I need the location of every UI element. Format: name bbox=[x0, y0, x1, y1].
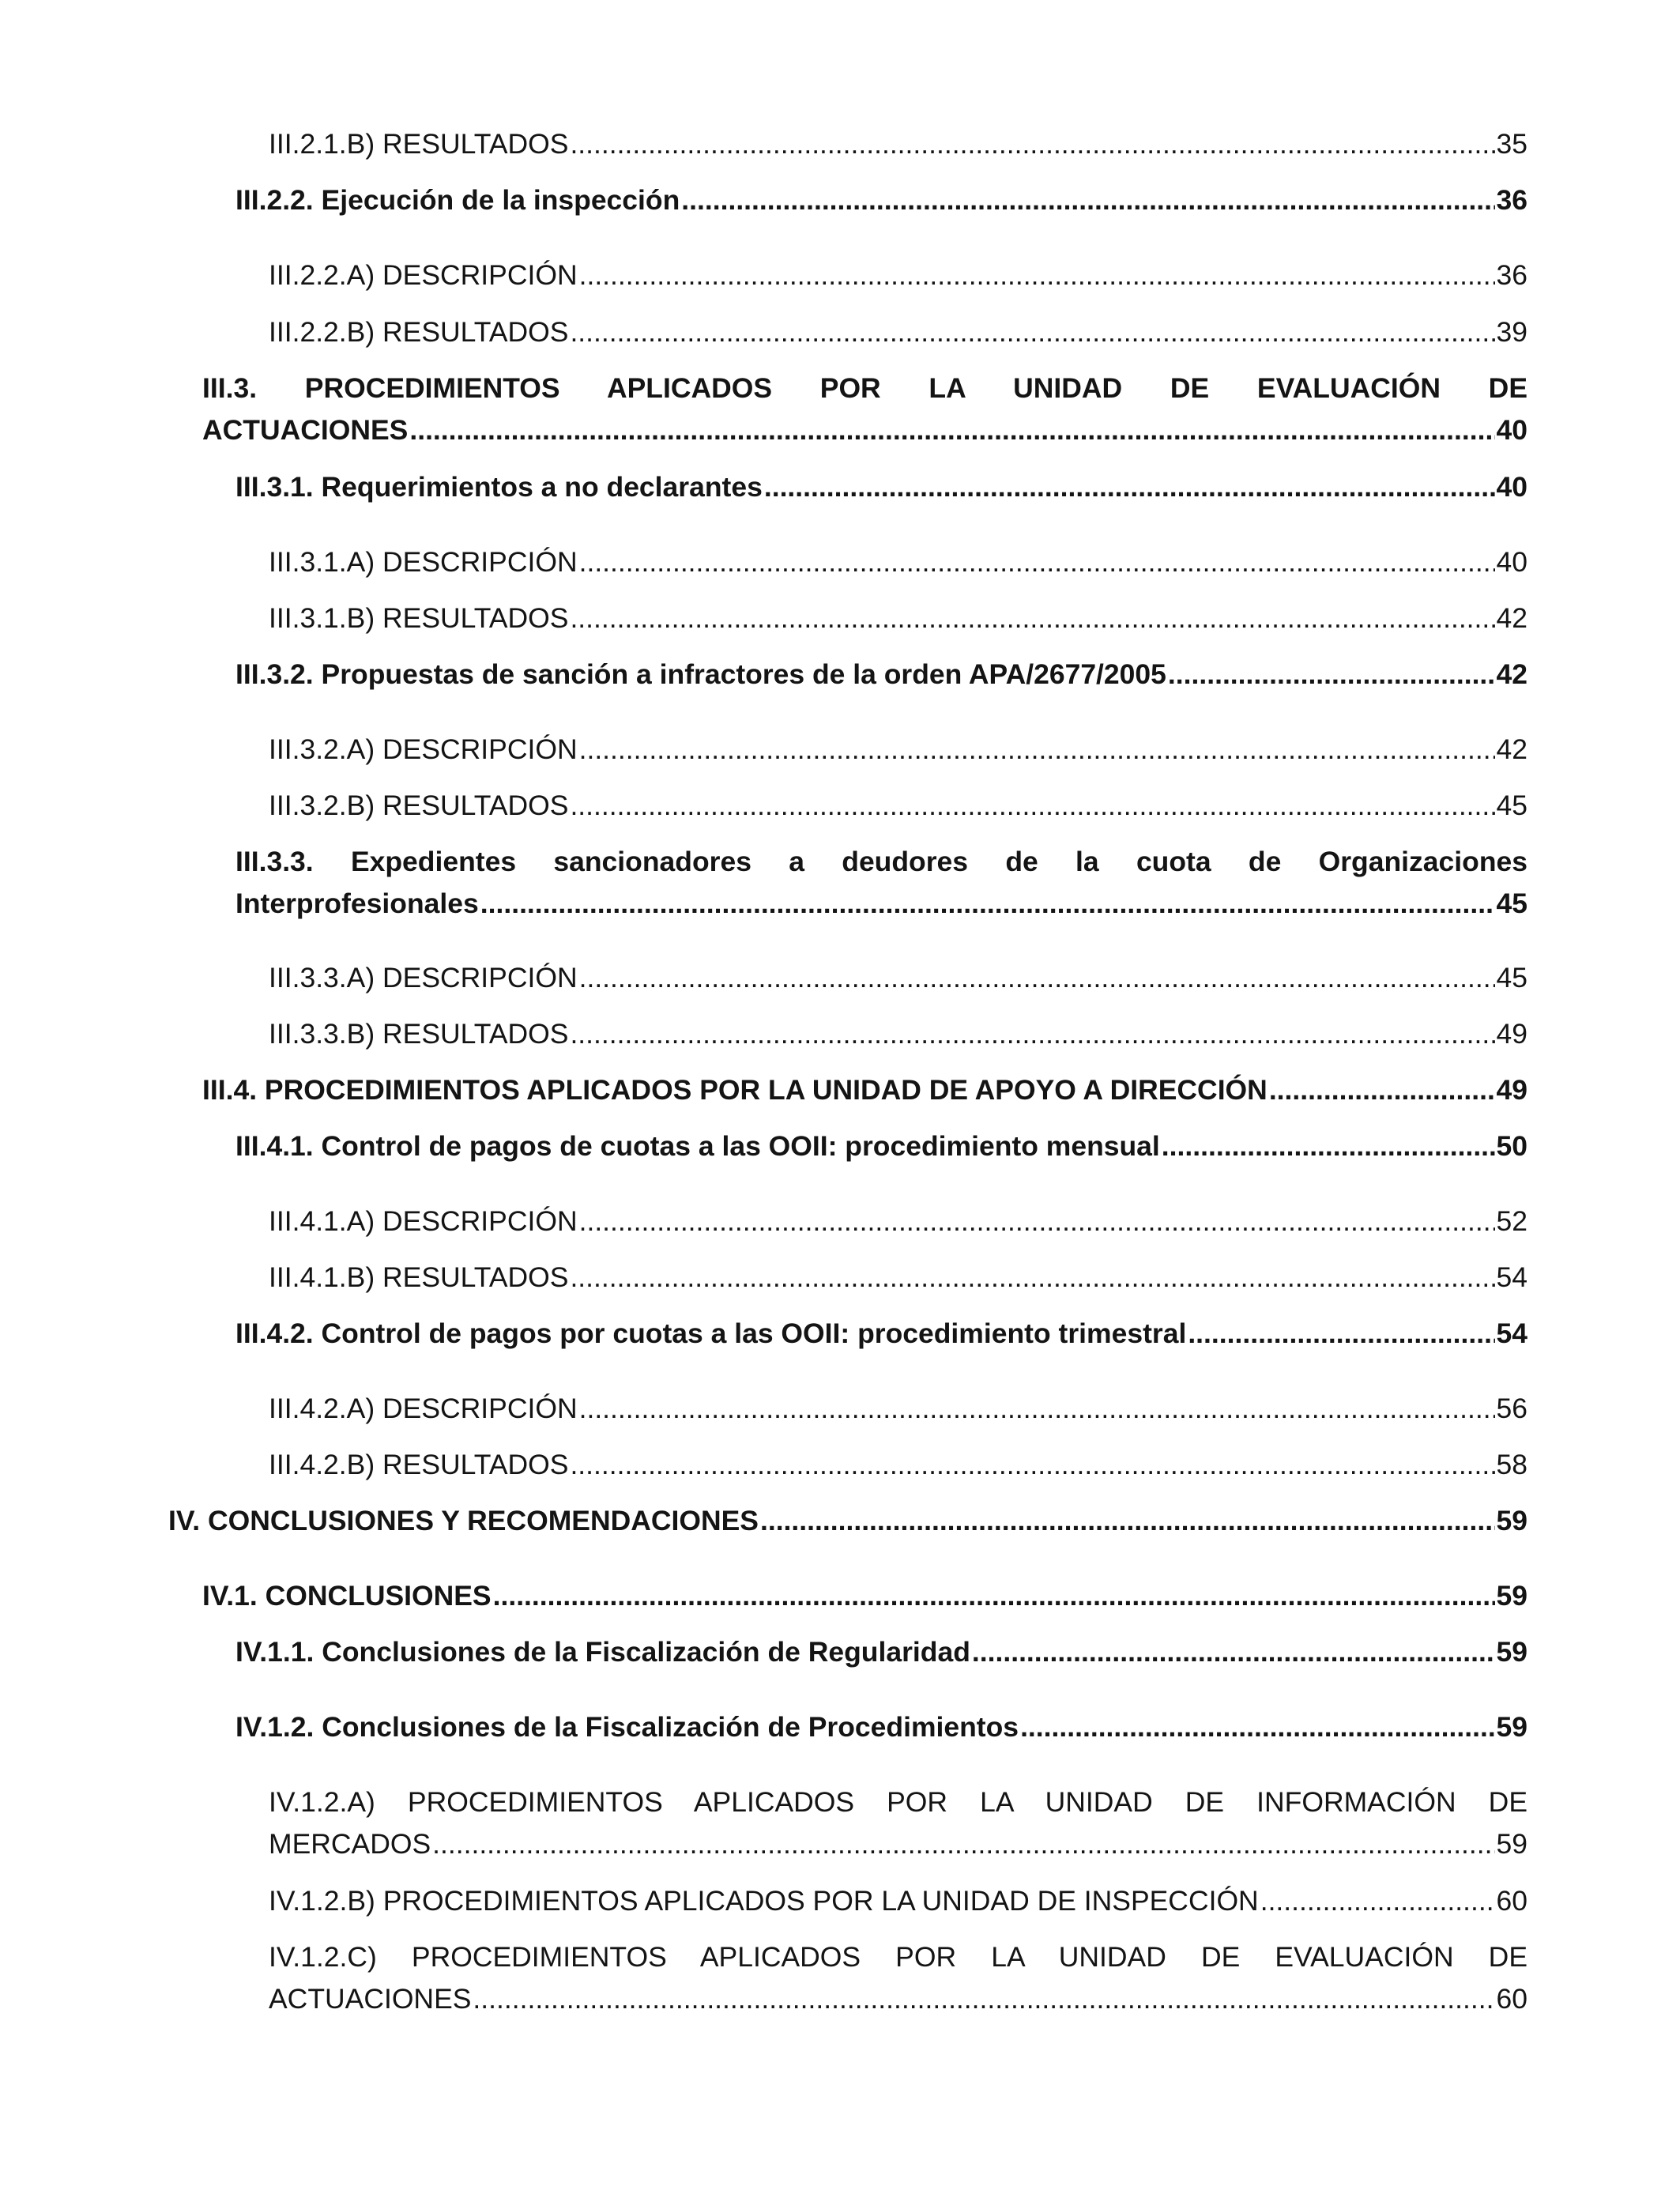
toc-title: III.3.1.A) DESCRIPCIÓN bbox=[269, 546, 578, 578]
toc-page-number: 59 bbox=[1496, 1636, 1527, 1668]
toc-entry[interactable] bbox=[235, 466, 1527, 508]
toc-title: III.2.2. Ejecución de la inspección bbox=[235, 184, 680, 216]
toc-entry[interactable] bbox=[269, 598, 1527, 639]
leader-dots bbox=[579, 1388, 1495, 1430]
leader-dots bbox=[570, 785, 1494, 827]
toc-entry[interactable] bbox=[168, 1500, 1527, 1542]
toc-title: III.3.1. Requerimientos a no declarantes bbox=[235, 471, 763, 503]
toc-page-number: 54 bbox=[1496, 1318, 1527, 1349]
toc-title: III.3.2. Propuestas de sanción a infractores de la orden APA/2677/2005 bbox=[235, 658, 1166, 690]
toc-entry[interactable] bbox=[269, 785, 1527, 827]
toc-title: III.3.1.B) RESULTADOS bbox=[269, 602, 569, 634]
toc-page-number: 59 bbox=[1496, 1505, 1527, 1536]
toc-title-line1: III.3.3. Expedientes sancionadores a deudores de la cuota de Organizaciones bbox=[235, 846, 1527, 877]
toc-title: III.4.2.A) DESCRIPCIÓN bbox=[269, 1393, 578, 1424]
toc-title: III.4.1.B) RESULTADOS bbox=[269, 1261, 569, 1293]
toc-entry[interactable] bbox=[269, 1388, 1527, 1430]
toc-page-number: 56 bbox=[1496, 1393, 1527, 1424]
toc-entry[interactable] bbox=[269, 957, 1527, 999]
toc-title: III.4.1.A) DESCRIPCIÓN bbox=[269, 1205, 578, 1237]
toc-entry[interactable] bbox=[269, 1880, 1527, 1922]
toc-title-line1: IV.1.2.A) PROCEDIMIENTOS APLICADOS POR LA UNIDAD DE INFORMACIÓN DE bbox=[269, 1786, 1527, 1818]
leader-dots bbox=[972, 1631, 1495, 1673]
toc-page-number: 42 bbox=[1496, 602, 1527, 634]
toc-title: IV. CONCLUSIONES Y RECOMENDACIONES bbox=[168, 1505, 759, 1536]
toc-page-number: 40 bbox=[1496, 546, 1527, 578]
toc-entry[interactable] bbox=[269, 123, 1527, 165]
toc-page-number: 58 bbox=[1496, 1449, 1527, 1480]
toc-page-number: 45 bbox=[1496, 790, 1527, 821]
leader-dots bbox=[570, 598, 1494, 639]
leader-dots bbox=[1162, 1125, 1495, 1167]
leader-dots bbox=[1168, 654, 1495, 696]
toc-title: III.4.2. Control de pagos por cuotas a las OOII: procedimiento trimestral bbox=[235, 1318, 1187, 1349]
leader-dots bbox=[1260, 1880, 1495, 1922]
toc-page-number: 45 bbox=[1496, 962, 1527, 993]
toc-title-line2: ACTUACIONES bbox=[269, 1983, 472, 2015]
toc-entry[interactable] bbox=[235, 1125, 1527, 1167]
leader-dots bbox=[681, 179, 1494, 221]
toc-page-number: 54 bbox=[1496, 1261, 1527, 1293]
leader-dots bbox=[570, 1013, 1494, 1055]
toc-title: IV.1.2. Conclusiones de la Fiscalización de Procedimientos bbox=[235, 1711, 1019, 1743]
toc-page-number: 42 bbox=[1496, 733, 1527, 765]
toc-title-line2: Interprofesionales bbox=[235, 888, 479, 919]
leader-dots bbox=[760, 1500, 1495, 1542]
toc-entry[interactable] bbox=[269, 1201, 1527, 1242]
toc-entry[interactable] bbox=[202, 368, 1527, 451]
toc-entry[interactable] bbox=[235, 1631, 1527, 1673]
toc-page-number: 49 bbox=[1496, 1074, 1527, 1106]
leader-dots bbox=[579, 254, 1495, 296]
toc-title: III.4. PROCEDIMIENTOS APLICADOS POR LA UNIDAD DE APOYO A DIRECCIÓN bbox=[202, 1074, 1268, 1106]
leader-dots bbox=[579, 541, 1495, 583]
toc-entry[interactable] bbox=[269, 1781, 1527, 1865]
leader-dots bbox=[579, 957, 1495, 999]
toc-page-number: 59 bbox=[1496, 1828, 1527, 1860]
toc-entry[interactable] bbox=[235, 179, 1527, 221]
toc-title: IV.1.2.B) PROCEDIMIENTOS APLICADOS POR LA UNIDAD DE INSPECCIÓN bbox=[269, 1885, 1259, 1917]
toc-title: III.3.2.A) DESCRIPCIÓN bbox=[269, 733, 578, 765]
toc-title: III.3.3.A) DESCRIPCIÓN bbox=[269, 962, 578, 993]
leader-dots bbox=[432, 1823, 1494, 1865]
leader-dots bbox=[579, 1201, 1495, 1242]
toc-entry[interactable] bbox=[269, 311, 1527, 353]
toc-title: III.2.1.B) RESULTADOS bbox=[269, 128, 569, 160]
toc-page-number: 60 bbox=[1496, 1983, 1527, 2015]
toc-entry[interactable] bbox=[269, 1257, 1527, 1299]
leader-dots bbox=[1020, 1706, 1494, 1748]
toc-page-number: 36 bbox=[1496, 259, 1527, 291]
toc-title-line2: ACTUACIONES bbox=[202, 414, 409, 446]
toc-entry[interactable] bbox=[269, 1013, 1527, 1055]
toc-page-number: 42 bbox=[1496, 658, 1527, 690]
toc-entry[interactable] bbox=[235, 841, 1527, 925]
toc-page-number: 36 bbox=[1496, 184, 1527, 216]
toc-entry[interactable] bbox=[269, 729, 1527, 771]
leader-dots bbox=[1188, 1313, 1494, 1355]
toc-title-line1: IV.1.2.C) PROCEDIMIENTOS APLICADOS POR LA UNIDAD DE EVALUACIÓN DE bbox=[269, 1941, 1527, 1973]
toc-entry[interactable] bbox=[269, 1936, 1527, 2020]
toc-page-number: 49 bbox=[1496, 1018, 1527, 1050]
leader-dots bbox=[570, 1444, 1494, 1486]
toc-page-number: 52 bbox=[1496, 1205, 1527, 1237]
leader-dots bbox=[579, 729, 1495, 771]
toc-entry[interactable] bbox=[235, 1313, 1527, 1355]
leader-dots bbox=[764, 466, 1495, 508]
leader-dots bbox=[493, 1575, 1495, 1617]
toc-title: IV.1. CONCLUSIONES bbox=[202, 1580, 492, 1612]
toc-entry[interactable] bbox=[269, 541, 1527, 583]
leader-dots bbox=[570, 1257, 1494, 1299]
leader-dots bbox=[409, 409, 1494, 451]
toc-title: III.4.1. Control de pagos de cuotas a las OOII: procedimiento mensual bbox=[235, 1130, 1160, 1162]
toc-entry[interactable] bbox=[202, 1069, 1527, 1111]
toc-page-number: 39 bbox=[1496, 316, 1527, 348]
toc-page-number: 45 bbox=[1496, 888, 1527, 919]
toc-page-number: 50 bbox=[1496, 1130, 1527, 1162]
toc-title: III.3.3.B) RESULTADOS bbox=[269, 1018, 569, 1050]
toc-page-number: 59 bbox=[1496, 1711, 1527, 1743]
toc-entry[interactable] bbox=[269, 254, 1527, 296]
toc-entry[interactable] bbox=[202, 1575, 1527, 1617]
leader-dots bbox=[1269, 1069, 1495, 1111]
toc-title: III.4.2.B) RESULTADOS bbox=[269, 1449, 569, 1480]
toc-title: III.3.2.B) RESULTADOS bbox=[269, 790, 569, 821]
toc-entry[interactable] bbox=[235, 654, 1527, 696]
leader-dots bbox=[570, 311, 1494, 353]
leader-dots bbox=[480, 883, 1495, 925]
leader-dots bbox=[570, 123, 1494, 165]
toc-title-line1: III.3. PROCEDIMIENTOS APLICADOS POR LA UNIDAD DE EVALUACIÓN DE bbox=[202, 372, 1527, 404]
leader-dots bbox=[473, 1978, 1494, 2020]
toc-page-number: 40 bbox=[1496, 471, 1527, 503]
toc-page-number: 40 bbox=[1496, 414, 1527, 446]
toc-page-number: 35 bbox=[1496, 128, 1527, 160]
toc-page-number: 60 bbox=[1496, 1885, 1527, 1917]
toc-entry[interactable] bbox=[269, 1444, 1527, 1486]
toc-title-line2: MERCADOS bbox=[269, 1828, 431, 1860]
toc-entry[interactable] bbox=[235, 1706, 1527, 1748]
toc-title: III.2.2.A) DESCRIPCIÓN bbox=[269, 259, 578, 291]
toc-title: III.2.2.B) RESULTADOS bbox=[269, 316, 569, 348]
toc-title: IV.1.1. Conclusiones de la Fiscalización de Regularidad bbox=[235, 1636, 970, 1668]
toc-page-number: 59 bbox=[1496, 1580, 1527, 1612]
